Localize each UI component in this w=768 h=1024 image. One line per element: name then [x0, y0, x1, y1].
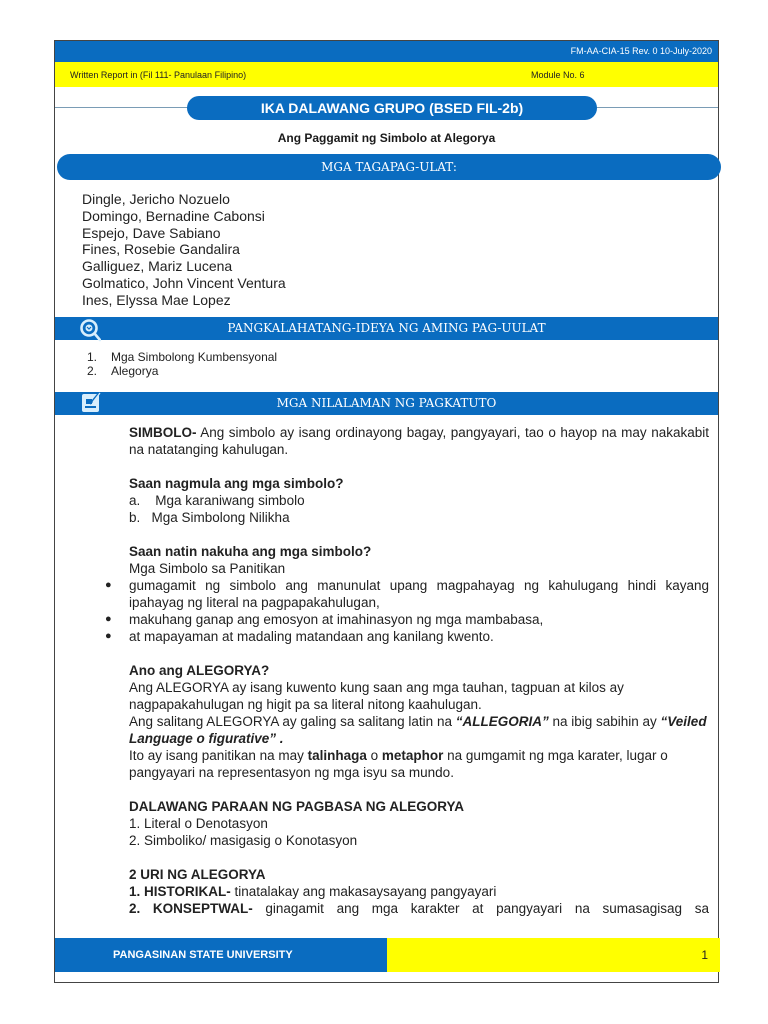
- reporter-name: Ines, Elyssa Mae Lopez: [82, 291, 231, 308]
- search-icon: [79, 318, 101, 340]
- overview-list: [87, 351, 277, 378]
- simbolo-definition: SIMBOLO- Ang simbolo ay isang ordinayong bagay, pangyayari, tao o hayop na may nakakabit na natatanging kahulugan.: [129, 425, 709, 457]
- reporter-name: Domingo, Bernadine Cabonsi: [82, 207, 265, 224]
- reporter-name: Galliguez, Mariz Lucena: [82, 258, 233, 275]
- origin-item: a. Mga karaniwang simbolo: [129, 493, 305, 508]
- type-item: 1. HISTORIKAL- tinatalakay ang makasaysayang pangyayari: [129, 884, 497, 899]
- alegorya-definition: Ang ALEGORYA ay isang kuwento kung saan ang mga tauhan, tagpuan at kilos ay nagpapakahulugan ng higit pa sa literal nitong kaahulugan.: [129, 680, 624, 712]
- alegorya-description: Ito ay isang panitikan na may talinhaga o metaphor na gumgamit ng mga karater, lugar o pangyayari na representasyon ng mga isyu sa mundo.: [129, 748, 668, 780]
- reporters-heading: MGA TAGAPAG-ULAT:: [57, 154, 721, 180]
- module-number: Module No. 6: [531, 70, 585, 80]
- edit-icon: [81, 391, 101, 413]
- group-title: IKA DALAWANG GRUPO (BSED FIL-2b): [187, 96, 597, 120]
- course-title: Written Report in (Fil 111- Panulaan Filipino): [70, 70, 247, 80]
- question-origin: Saan nagmula ang mga simbolo?: [129, 476, 344, 491]
- origin-item: b. Mga Simbolong Nilikha: [129, 510, 290, 525]
- course-bar: [55, 62, 718, 87]
- overview-heading: PANGKALAHATANG-IDEYA NG AMING PAG-UULAT: [55, 317, 718, 340]
- footer-page-bar: [387, 938, 720, 972]
- reporter-name: Golmatico, John Vincent Ventura: [82, 274, 286, 291]
- type-item: 2. KONSEPTWAL- ginagamit ang mga karakter at pangyayari na sumasagisag sa: [129, 901, 709, 916]
- reporter-name: Dingle, Jericho Nozuelo: [82, 191, 230, 207]
- source-bullets: [129, 577, 709, 645]
- bullet-item: ● makuhang ganap ang emosyon at imahinasyon ng mga mambabasa,: [129, 611, 709, 628]
- document-page: [54, 40, 719, 983]
- reading-methods-heading: DALAWANG PARAAN NG PAGBASA NG ALEGORYA: [129, 799, 465, 814]
- bullet-item: ● at mapayaman at madaling matandaan ang kanilang kwento.: [129, 628, 709, 645]
- learning-content: [129, 424, 709, 917]
- overview-item: 2. Alegorya: [87, 363, 159, 378]
- reading-method: 1. Literal o Denotasyon: [129, 816, 268, 831]
- reporter-name: Espejo, Dave Sabiano: [82, 224, 221, 241]
- learning-heading: MGA NILALAMAN NG PAGKATUTO: [55, 392, 718, 415]
- reporter-name: Fines, Rosebie Gandalira: [82, 241, 240, 258]
- footer-university-bar: [55, 938, 387, 972]
- types-heading: 2 URI NG ALEGORYA: [129, 867, 266, 882]
- report-subtitle: Ang Paggamit ng Simbolo at Alegorya: [277, 131, 496, 145]
- reading-method: 2. Simboliko/ masigasig o Konotasyon: [129, 833, 358, 848]
- question-alegorya: Ano ang ALEGORYA?: [129, 663, 270, 678]
- page-number: 1: [701, 948, 708, 962]
- university-name: PANGASINAN STATE UNIVERSITY: [113, 949, 293, 961]
- source-subheading: Mga Simbolo sa Panitikan: [129, 561, 286, 576]
- bullet-item: ● gumagamit ng simbolo ang manunulat upang magpahayag ng kahulugang hindi kayang ipahayag ng literal na pagpapakahulugan,: [129, 577, 709, 611]
- form-code: FM-AA-CIA-15 Rev. 0 10-July-2020: [570, 46, 712, 56]
- overview-item: 1. Mga Simbolong Kumbensyonal: [87, 350, 278, 364]
- alegorya-etymology: Ang salitang ALEGORYA ay galing sa salitang latin na “ALLEGORIA” na ibig sabihin ay “Veiled Language o figurative” .: [129, 714, 707, 746]
- header-bar: [55, 41, 718, 62]
- reporters-list: [82, 191, 286, 309]
- question-source: Saan natin nakuha ang mga simbolo?: [129, 544, 372, 559]
